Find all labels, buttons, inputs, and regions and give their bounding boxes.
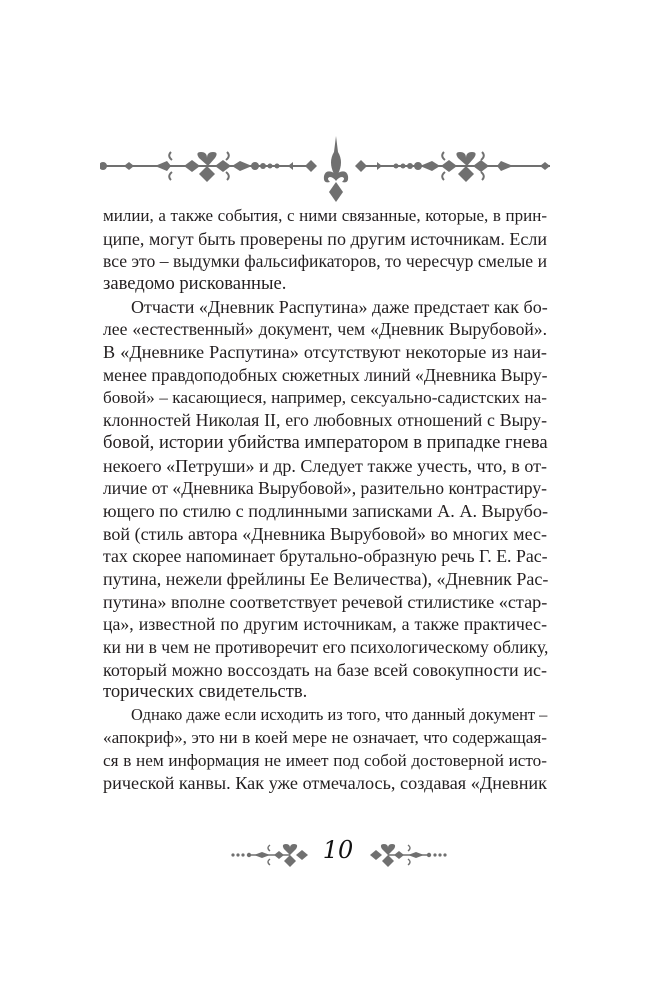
page-number: 10 xyxy=(322,836,354,864)
text-line: ца», известной по другим источникам, а также практичес- xyxy=(103,614,547,635)
text-line: путина» вполне соответствует речевой стилистике «стар- xyxy=(103,591,548,612)
text-line: ки ни в чем не противоречит его психологическому облику, xyxy=(103,637,549,658)
text-line: ципе, могут быть проверены по другим источникам. Если xyxy=(103,228,547,249)
text-line: клонностей Николая II, его любовных отношений с Выру- xyxy=(103,410,547,431)
text-line: личие от «Дневника Вырубовой», разительно контрастиру- xyxy=(103,478,547,499)
text-line: путина, нежели фрейлины Ее Величества), «Дневник Рас- xyxy=(103,569,549,589)
body-text xyxy=(103,205,547,795)
footer-flourish-right-icon xyxy=(368,840,448,870)
text-line: торических свидетельств. xyxy=(103,681,308,703)
text-line: тах скорее напоминает брутально-образную речь Г. Е. Рас- xyxy=(103,546,548,567)
fleuron-divider-icon xyxy=(100,130,552,210)
text-line: некоего «Петруши» и др. Следует также учесть, что, в от- xyxy=(103,455,547,476)
text-line: который можно воссоздать на базе всей совокупности ис- xyxy=(103,659,547,680)
text-line: рической канвы. Как уже отмечалось, создавая «Дневник xyxy=(103,773,547,794)
text-line: заведомо рискованные. xyxy=(103,273,287,295)
text-line: В «Дневнике Распутина» отсутствуют некоторые из наи- xyxy=(103,342,547,363)
text-line: ся в нем информация не имеет под собой достоверной исто- xyxy=(103,750,547,770)
text-line: бовой» – касающиеся, например, сексуально-садистских на- xyxy=(103,387,547,407)
text-line: вой (стиль автора «Дневника Вырубовой» во многих мес- xyxy=(103,523,547,544)
text-line: все это – выдумки фальсификаторов, то чересчур смелые и xyxy=(103,251,547,272)
text-line: менее правдоподобных сюжетных линий «Дневника Выру- xyxy=(103,364,548,385)
text-line: Однако даже если исходить из того, что данный документ – xyxy=(131,705,548,725)
text-line: милии, а также события, с ними связанные, которые, в прин- xyxy=(103,206,547,225)
footer-flourish-left-icon xyxy=(230,840,310,870)
text-line: лее «естественный» документ, чем «Дневник Вырубовой». xyxy=(103,319,547,340)
text-line: ющего по стилю с подлинными записками А. А. Вырубо- xyxy=(103,500,549,521)
text-line: «апокриф», это ни в коей мере не означает, что содержащая- xyxy=(103,727,547,747)
page-footer xyxy=(230,832,430,872)
text-line: Отчасти «Дневник Распутина» даже предстает как бо- xyxy=(131,296,548,317)
text-line: бовой, истории убийства императором в припадке гнева xyxy=(103,431,548,453)
